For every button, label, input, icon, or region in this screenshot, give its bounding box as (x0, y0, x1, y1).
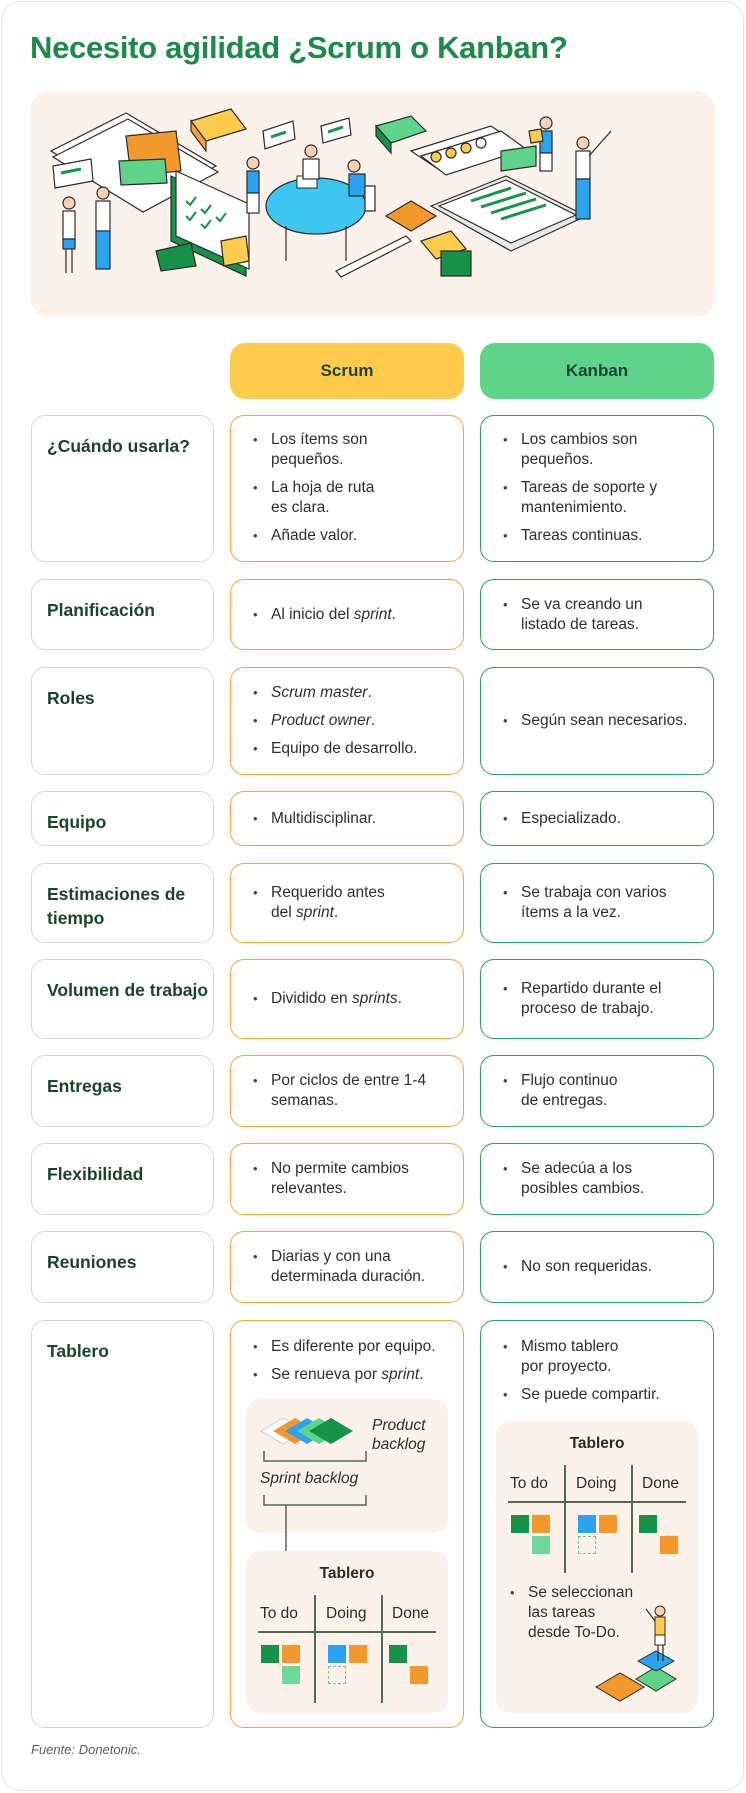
scrum-cell-entregas (230, 1055, 464, 1127)
board-title: Tablero (319, 1565, 375, 1582)
list-item: • Por ciclos de entre 1-4 semanas. (253, 1071, 438, 1111)
list-item: • Mismo tablero por proyecto. (503, 1337, 633, 1377)
task-card (282, 1666, 300, 1684)
list-item: • Flujo continuo de entregas. (503, 1071, 638, 1111)
empty-task-slot (578, 1536, 596, 1554)
list-item: • Product owner. (253, 711, 451, 731)
list-item: • Tareas de soporte y mantenimiento. (503, 478, 688, 518)
kanban-column-header: Kanban (480, 343, 714, 399)
board-title: Tablero (569, 1435, 625, 1452)
row-label-estimaciones: Estimaciones de tiempo (31, 863, 214, 943)
list-item: • Scrum master. (253, 683, 451, 703)
row-label-roles: Roles (31, 667, 214, 775)
scrum-cell-volumen (230, 959, 464, 1039)
row-label-reuniones: Reuniones (31, 1231, 214, 1303)
list-item: • Añade valor. (253, 526, 451, 546)
scrum-cell-equipo (230, 791, 464, 846)
list-item: • Dividido en sprints. (253, 989, 451, 1009)
board-divider (564, 1465, 566, 1573)
task-card (578, 1515, 596, 1533)
kanban-cell-estimaciones (480, 863, 714, 943)
list-item: • Los ítems son pequeños. (253, 430, 378, 470)
row-label-planificacion: Planificación (31, 579, 214, 650)
kanban-cell-equipo (480, 791, 714, 846)
board-divider (508, 1501, 686, 1503)
empty-task-slot (328, 1666, 346, 1684)
kanban-cell-cuando (480, 415, 714, 562)
list-item: • Especializado. (503, 809, 701, 829)
row-label-equipo: Equipo (31, 791, 214, 846)
scrum-cell-tablero (230, 1320, 464, 1728)
kanban-cell-entregas (480, 1055, 714, 1127)
source-credit: Fuente: Donetonic. (31, 1742, 141, 1757)
list-item: • Requerido antes del sprint. (253, 883, 393, 923)
scrum-cell-estimaciones (230, 863, 464, 943)
kanban-cell-volumen (480, 959, 714, 1039)
kanban-cell-flexibilidad (480, 1143, 714, 1215)
sprint-backlog-label: Sprint backlog (260, 1470, 359, 1487)
list-item: • Se adecúa a los posibles cambios. (503, 1159, 663, 1199)
task-card (660, 1536, 678, 1554)
kanban-board (496, 1421, 698, 1713)
list-item: • Se trabaja con varios ítems a la vez. (503, 883, 693, 923)
kanban-cell-planificacion (480, 579, 714, 650)
list-item: • Tareas continuas. (503, 526, 701, 546)
todo-column-label: To do (510, 1475, 548, 1492)
task-card (328, 1645, 346, 1663)
row-label-cuando: ¿Cuándo usarla? (31, 415, 214, 562)
scrum-cell-flexibilidad (230, 1143, 464, 1215)
list-item: • La hoja de ruta es clara. (253, 478, 378, 518)
doing-column-label: Doing (326, 1605, 367, 1622)
board-divider (381, 1595, 383, 1703)
list-item: • Equipo de desarrollo. (253, 739, 451, 759)
scrum-board (246, 1551, 448, 1713)
task-card (349, 1645, 367, 1663)
done-column-label: Done (392, 1605, 430, 1622)
row-label-entregas: Entregas (31, 1055, 214, 1127)
hero-illustration (31, 91, 715, 317)
scrum-cell-reuniones (230, 1231, 464, 1303)
list-item: • Se puede compartir. (503, 1385, 708, 1405)
person-selecting-task-illustration (576, 1589, 686, 1709)
task-card (639, 1515, 657, 1533)
scrum-cell-cuando (230, 415, 464, 562)
list-item: • Diarias y con una determinada duración. (253, 1247, 443, 1287)
kanban-cell-tablero (480, 1320, 714, 1728)
board-divider (258, 1631, 436, 1633)
list-item: • Repartido durante el proceso de trabajo. (503, 979, 698, 1019)
list-item: • Se renueva por sprint. (253, 1365, 458, 1385)
task-card (282, 1645, 300, 1663)
done-column-label: Done (642, 1475, 680, 1492)
page-title: Necesito agilidad ¿Scrum o Kanban? (30, 30, 568, 65)
list-item: • No permite cambios relevantes. (253, 1159, 418, 1199)
list-item: • Al inicio del sprint. (253, 605, 451, 625)
kanban-cell-roles (480, 667, 714, 775)
board-divider (631, 1465, 633, 1573)
scrum-cell-roles (230, 667, 464, 775)
task-card (511, 1515, 529, 1533)
kanban-cell-reuniones (480, 1231, 714, 1303)
todo-column-label: To do (260, 1605, 298, 1622)
task-card (599, 1515, 617, 1533)
board-divider (314, 1595, 316, 1703)
list-item: • Es diferente por equipo. (253, 1337, 458, 1357)
list-item: • Multidisciplinar. (253, 809, 451, 829)
task-card (532, 1515, 550, 1533)
task-card (532, 1536, 550, 1554)
doing-column-label: Doing (576, 1475, 617, 1492)
task-card (410, 1666, 428, 1684)
row-label-tablero: Tablero (31, 1320, 214, 1728)
row-label-volumen: Volumen de trabajo (31, 959, 214, 1039)
scrum-cell-planificacion (230, 579, 464, 650)
row-label-flexibilidad: Flexibilidad (31, 1143, 214, 1215)
product-backlog-label: Product backlog (372, 1417, 426, 1453)
task-card (261, 1645, 279, 1663)
task-card (389, 1645, 407, 1663)
list-item: • Se va creando un listado de tareas. (503, 595, 663, 635)
list-item: • Se seleccionan las tareas desde To-Do. (510, 1583, 640, 1643)
list-item: • No son requeridas. (503, 1257, 701, 1277)
list-item: • Según sean necesarios. (503, 711, 701, 731)
team-meeting-illustration (31, 91, 715, 317)
list-item: • Los cambios son pequeños. (503, 430, 663, 470)
backlog-panel (246, 1399, 448, 1533)
scrum-column-header: Scrum (230, 343, 464, 399)
